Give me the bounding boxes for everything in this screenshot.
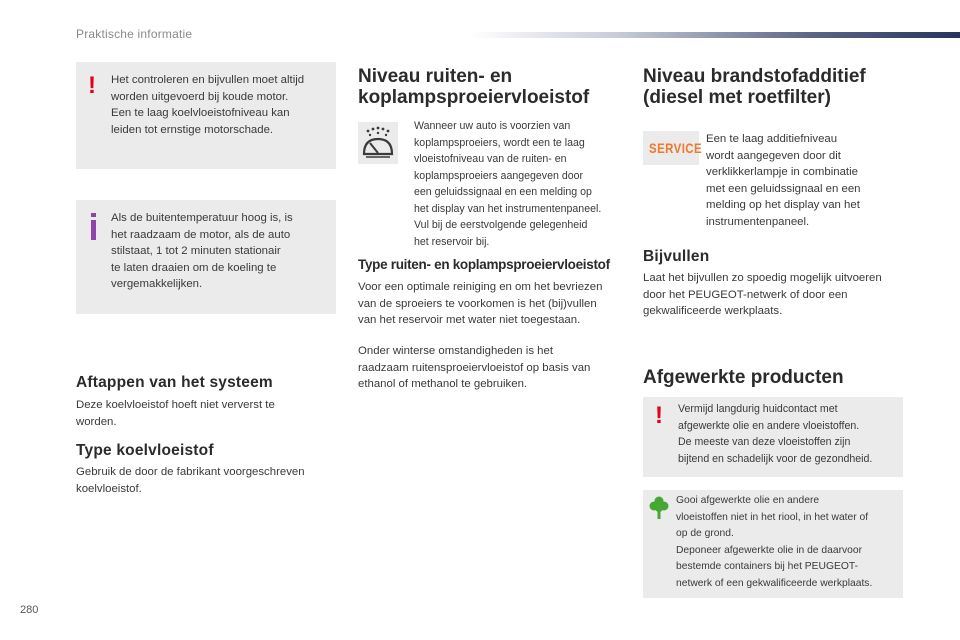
text-line: Het controleren en bijvullen moet altijd	[111, 74, 305, 86]
section-title-coolant-type: Type koelvloeistof	[76, 442, 214, 459]
warning-box-cooling	[76, 62, 336, 169]
text-line: melding op het display van het	[706, 199, 860, 211]
washer-fluid-intro	[414, 118, 629, 250]
info-box-temperature	[76, 200, 336, 314]
text-line: instrumentenpaneel.	[706, 215, 810, 228]
text-line: Onder winterse omstandigheden is het	[358, 345, 554, 357]
page-number: 280	[20, 604, 39, 616]
warning-text	[678, 401, 900, 467]
text-line: vloeistofniveau van de ruiten- en	[414, 153, 567, 165]
environment-tree-icon	[649, 496, 669, 520]
text-line: wordt aangegeven door dit	[706, 149, 841, 162]
washer-fluid-para1	[358, 279, 638, 329]
title-line: koplampsproeiervloeistof	[358, 87, 590, 108]
text-line: Gebruik de door de fabrikant voorgeschreven	[76, 466, 305, 478]
section-title-fuel-additive	[643, 66, 943, 108]
section-text-coolant-type	[76, 464, 346, 497]
text-line: De meeste van deze vloeistoffen zijn	[678, 436, 851, 448]
text-line: het raadzaam de motor, als de auto	[111, 228, 291, 241]
text-line: Deze koelvloeistof hoeft niet ververst te	[76, 399, 275, 411]
text-line: bestemde containers bij het PEUGEOT-	[676, 561, 858, 572]
text-line: Vul bij de eerstvolgende gelegenheid	[414, 219, 588, 231]
text-line: verklikkerlampje in combinatie	[706, 166, 858, 178]
text-line: koplampsproeiers, wordt een te laag	[414, 136, 585, 149]
text-line: Voor een optimale reiniging en om het bevriezen	[358, 281, 603, 293]
text-line: raadzaam ruitensproeiervloeistof op basis van	[358, 361, 591, 374]
service-label: SERVICE	[649, 140, 703, 156]
text-line: het display van het instrumentenpaneel.	[414, 202, 602, 215]
subtitle-washer-fluid-type: Type ruiten- en koplampsproeiervloeistof	[358, 257, 610, 272]
text-line: te laten draaien om de koeling te	[111, 261, 277, 274]
page-header-title: Praktische informatie	[76, 27, 193, 41]
warning-exclamation-icon: !	[88, 72, 96, 99]
text-line: met een geluidssignaal en een	[706, 182, 861, 195]
text-line: netwerk of een gekwalificeerde werkplaats.	[676, 577, 873, 589]
section-title-refill: Bijvullen	[643, 248, 710, 265]
fuel-additive-text	[706, 131, 906, 230]
text-line: bijtend en schadelijk voor de gezondheid.	[678, 452, 873, 465]
warning-exclamation-icon: !	[655, 402, 663, 429]
text-line: Wanneer uw auto is voorzien van	[414, 120, 571, 132]
title-line: Niveau ruiten- en	[358, 66, 513, 87]
refill-text	[643, 270, 933, 320]
text-line: vloeistoffen niet in het riool, in het water of	[676, 511, 869, 523]
info-text	[111, 210, 333, 293]
text-line: Een te laag additiefniveau	[706, 133, 838, 145]
washer-fluid-para2	[358, 343, 638, 393]
text-line: worden uitgevoerd bij koude motor.	[111, 90, 289, 103]
text-line: een geluidssignaal en een melding op	[414, 186, 592, 198]
section-title-used-products: Afgewerkte producten	[643, 367, 844, 388]
text-line: op de grond.	[676, 528, 734, 539]
service-warning-lamp-icon	[643, 131, 703, 165]
text-line: worden.	[76, 415, 117, 428]
header-gradient-bar	[470, 32, 960, 38]
text-line: ethanol of methanol te gebruiken.	[358, 378, 528, 390]
text-line: Vermijd langdurig huidcontact met	[678, 403, 838, 415]
text-line: Als de buitentemperatuur hoog is, is	[111, 212, 293, 224]
section-title-washer-fluid	[358, 66, 638, 108]
washer-fluid-icon	[358, 122, 398, 164]
text-line: door het PEUGEOT-netwerk of door een	[643, 288, 848, 301]
environment-box-disposal	[643, 490, 903, 598]
title-line: Niveau brandstofadditief	[643, 66, 866, 87]
warning-text	[111, 72, 333, 138]
text-line: het reservoir bij.	[414, 235, 490, 248]
section-title-drain: Aftappen van het systeem	[76, 374, 273, 391]
text-line: vergemakkelijken.	[111, 278, 203, 290]
text-line: van de sproeiers te voorkomen is het (bij)vullen	[358, 297, 597, 310]
warning-box-used-oil	[643, 397, 903, 477]
text-line: stilstaat, 1 tot 2 minuten stationair	[111, 245, 281, 257]
text-line: afgewerkte olie en andere vloeistoffen.	[678, 419, 860, 432]
text-line: Gooi afgewerkte olie en andere	[676, 495, 820, 506]
text-line: Een te laag koelvloeistofniveau kan	[111, 107, 290, 119]
text-line: leiden tot ernstige motorschade.	[111, 123, 274, 136]
text-line: gekwalificeerde werkplaats.	[643, 305, 783, 317]
text-line: koplampsproeiers aangegeven door	[414, 169, 584, 182]
text-line: koelvloeistof.	[76, 482, 142, 495]
text-line: Deponeer afgewerkte olie in de daarvoor	[676, 544, 863, 556]
info-icon	[91, 213, 97, 239]
environment-text	[676, 493, 901, 592]
text-line: Laat het bijvullen zo spoedig mogelijk uitvoeren	[643, 272, 882, 284]
text-line: van het reservoir met water niet toegestaan.	[358, 314, 581, 326]
section-text-drain	[76, 397, 346, 430]
title-line: (diesel met roetfilter)	[643, 87, 831, 108]
